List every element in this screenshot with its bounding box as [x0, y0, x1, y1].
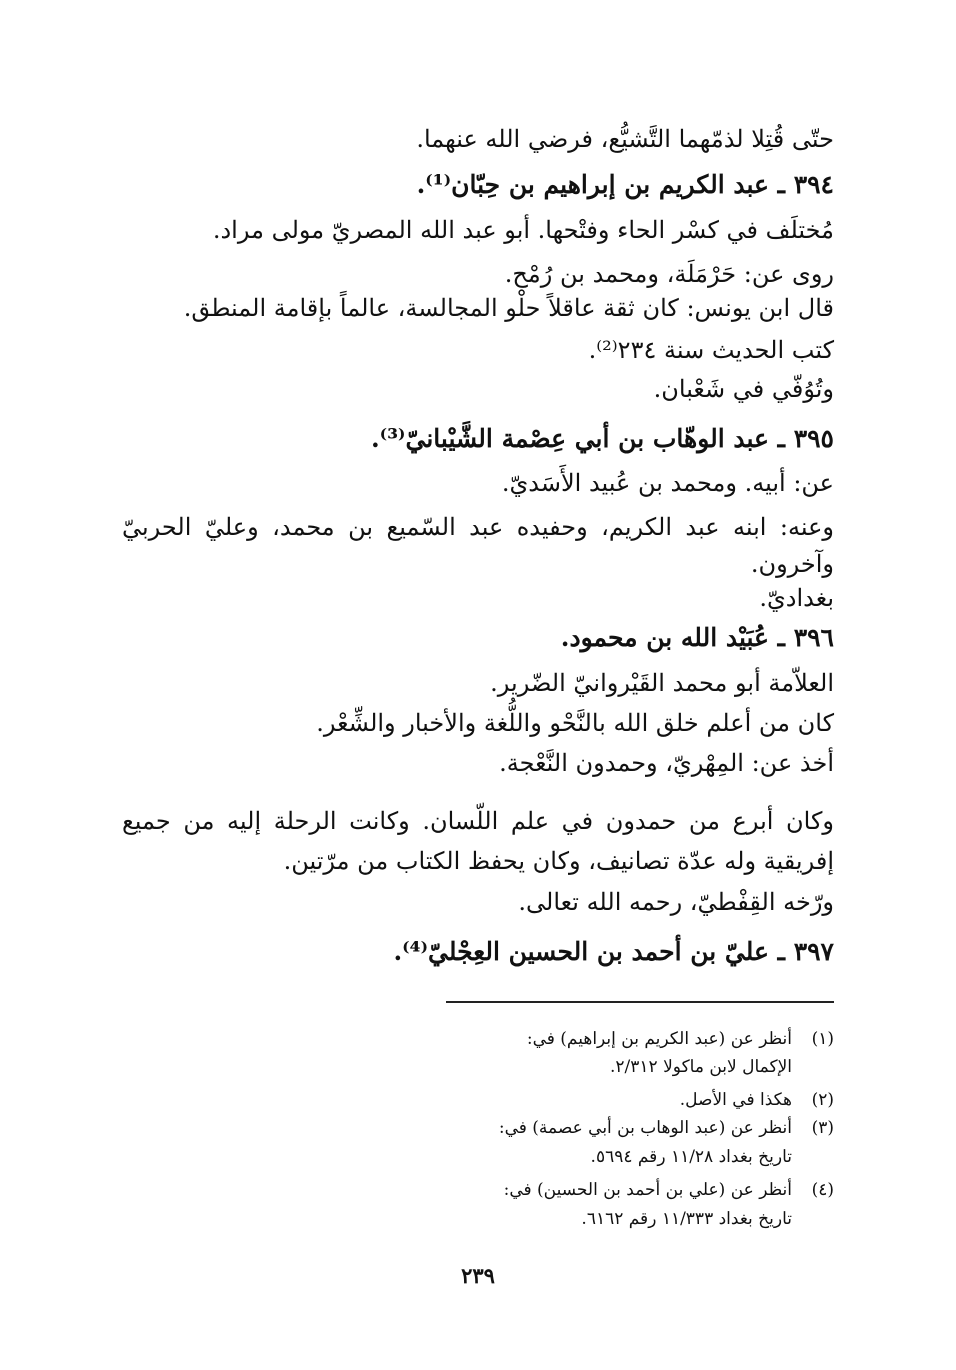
- text-line: أخذ عن: المِهْريّ، وحمدون النَّعْجة.: [499, 749, 834, 777]
- footnote-continuation: تاريخ بغداد ١١/٢٨ رقم ٥٦٩٤.: [590, 1147, 792, 1167]
- text-line: روى عن: حَرْمَلَة، ومحمد بن رُمْح.: [504, 260, 834, 288]
- text-line: قال ابن يونس: كان ثقة عاقلاً حلْو المجالسة، عالماً بإقامة المنطق.: [183, 294, 834, 322]
- text-line: بغداديّ.: [759, 584, 834, 612]
- footnote-divider: [446, 1001, 834, 1003]
- footnote-text: أنظر عن (عبد الوهاب بن أبي عصمة) في:: [498, 1118, 792, 1138]
- footnote-number: (٤): [811, 1180, 834, 1200]
- footnote-number: (١): [811, 1029, 834, 1049]
- footnote-2: [374, 1086, 834, 1114]
- footnote-text: أنظر عن (عبد الكريم بن إبراهيم) في:: [526, 1029, 792, 1049]
- text-line: وعنه: ابنه عبد الكريم، وحفيده عبد السّميع بن محمد، وعليّ الحربيّ: [122, 513, 834, 541]
- entry-heading-396: ٣٩٦ ـ عُبَيْد الله بن محمود.: [560, 623, 834, 652]
- text-line: وكان أبرع من حمدون في علم اللّسان. وكانت الرحلة إليه من جميع: [122, 807, 834, 835]
- text-line: وتُوُفّي في شَعْبان.: [653, 375, 834, 403]
- entry-heading-394: ٣٩٤ ـ عبد الكريم بن إبراهيم بن حِبّان⁽¹⁾.: [416, 170, 834, 199]
- footnote-continuation: الإكمال لابن ماكولا ٢/٣١٢.: [610, 1057, 792, 1077]
- text-line: عن: أبيه. ومحمد بن عُبيد الأَسَديّ.: [501, 469, 834, 497]
- text-line: إفريقية وله عدّة تصانيف، وكان يحفظ الكتاب من مرّتين.: [283, 847, 834, 875]
- footnote-number: (٣): [811, 1118, 834, 1138]
- footnote-continuation: تاريخ بغداد ١١/٣٣٣ رقم ٦١٦٢.: [581, 1209, 792, 1229]
- text-line: ورّخه القِفْطيّ، رحمه الله تعالى.: [518, 888, 834, 916]
- text-line: مُختلَف في كسْر الحاء وفتْحها. أبو عبد الله المصريّ مولى مراد.: [212, 216, 834, 244]
- text-line: كتب الحديث سنة ٢٣٤⁽²⁾.: [588, 336, 834, 364]
- text-line: كان من أعلم خلق الله بالنَّحْو واللُّغة والأخبار والشِّعْر.: [316, 709, 834, 737]
- text-line: العلاّمة أبو محمد القَيْروانيّ الضّرير.: [490, 669, 834, 697]
- footnote-number: (٢): [811, 1090, 834, 1110]
- text-line: حتّى قُتِلا لذمّهما التَّشيُّع، فرضي الله عنهما.: [416, 125, 834, 153]
- footnote-3: [374, 1114, 834, 1142]
- footnote-text: أنظر عن (علي بن أحمد بن الحسين) في:: [503, 1180, 792, 1200]
- footnote-1: [374, 1025, 834, 1053]
- entry-heading-397: ٣٩٧ ـ عليّ بن أحمد بن الحسين العِجْليّ⁽⁴⁾.: [393, 937, 834, 966]
- entry-heading-395: ٣٩٥ ـ عبد الوهّاب بن أبي عِصْمة الشَّيْبانيّ⁽³⁾.: [370, 424, 834, 453]
- text-line: وآخرون.: [750, 550, 834, 578]
- footnote-4: [374, 1176, 834, 1204]
- footnote-text: هكذا في الأصل.: [679, 1090, 792, 1110]
- page-number: ٢٣٩: [461, 1263, 495, 1288]
